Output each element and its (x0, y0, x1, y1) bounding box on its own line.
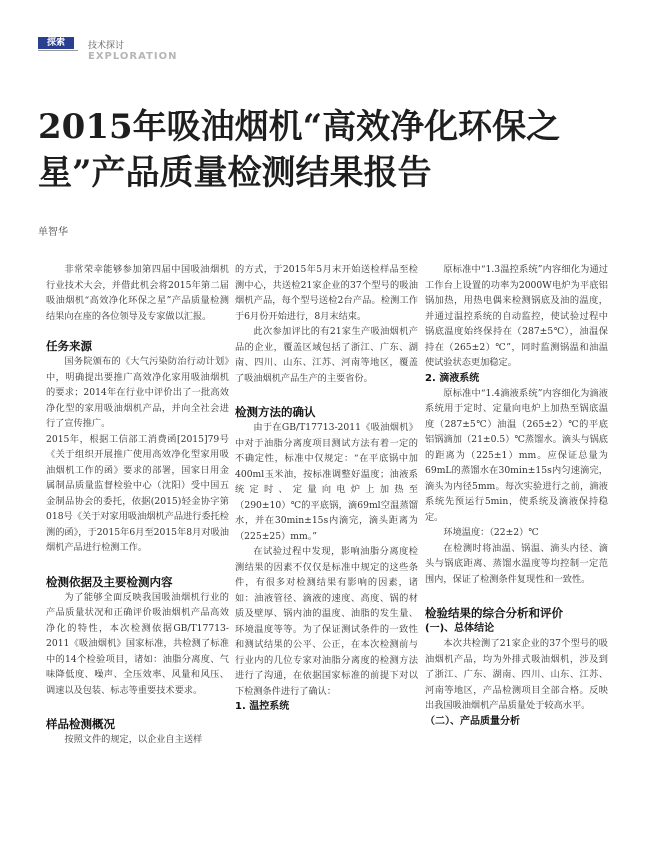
section-name: 技术探讨 (88, 41, 125, 51)
article-title: 2015年吸油烟机“高效净化环保之星”产品质量检测结果报告 (38, 107, 561, 193)
paragraph: 在试验过程中发现，影响油脂分离度检测结果的因素不仅仅是标准中规定的这些条件，有很多对检测结果有影响的因素，诸如：油液管径、滴液的速度、高度、锅的材质及壁厚、锅内油的温度、油脂的发生量、环境温度等等。为了保证测试条件的一致性和测试结果的公平、公正，在本次检测前与行业内的几位专家对油脂分离度的检测方法进行了沟通，在依据国家标准的前提下对以下检测条件进行了确认： (235, 546, 418, 697)
section-name-en: EXPLORATION (88, 51, 178, 62)
paragraph: 环境温度：（22±2）℃ (443, 527, 539, 538)
section-heading: 检验结果的综合分析和评价 (425, 606, 563, 620)
paragraph: 此次参加评比的有21家生产吸油烟机产品的企业，覆盖区域包括了浙江、广东、湖南、四川、山东、江苏、河南等地区，覆盖了吸油烟机产品生产的主要省份。 (235, 326, 418, 384)
paragraph: 非常荣幸能够参加第四届中国吸油烟机行业技术大会，并借此机会将2015年第二届吸油烟机“高效净化环保之星”产品质量检测结果向在座的各位领导及专家做以汇报。 (46, 264, 229, 322)
section-heading: 样品检测概况 (46, 717, 115, 731)
paragraph: 2015年，根据工信部工消费函[2015]79号《关于组织开展推广使用高效净化型家用吸油烟机工作的函》要求的部署，国家日用金属制品质量监督检验中心（沈阳）受中国五金制品协会的委托，依据(2015)轻金协字第018号《关于对家用吸油烟机产品进行委托检测的函》，于2015年6月至2015年8月对吸油烟机产品进行检测工作。 (46, 433, 229, 553)
column-2 (235, 262, 418, 714)
section-heading: 检测依据及主要检测内容 (46, 574, 173, 589)
paragraph: 国务院颁布的《大气污染防治行动计划》中，明确提出要推广高效净化家用吸油烟机的要求；2014年在行业中评价出了一批高效净化型的家用吸油烟机产品，并向全社会进行了宣传推广。 (46, 356, 229, 429)
paragraph: 在检测时将油温、锅温、滴头内径、滴头与锅底距离、蒸馏水温度等均控制一定范围内，保证了检测条件复现性和一致性。 (425, 542, 608, 585)
author-name: 单智华 (38, 227, 68, 238)
header-divider (38, 50, 78, 51)
paragraph: 为了能够全面反映我国吸油烟机行业的产品质量状况和正确评价吸油烟机产品高效净化的特性，本次检测依据GB/T17713-2011《吸油烟机》国家标准，共检测了标准中的14个检验项目，诸如：油脂分离度、气味降低度、噪声、全压效率、风量和风压、调速以及包装、标志等重要技术要求。 (46, 591, 229, 696)
paragraph: 按照文件的规定，以企业自主送样 (64, 734, 203, 745)
column-3 (425, 262, 608, 729)
column-1 (46, 262, 229, 748)
section-heading: 检测方法的确认 (235, 405, 316, 419)
subsection-heading: 2. 滴液系统 (425, 372, 480, 384)
subsection-heading: (一)、总体结论 (425, 623, 495, 634)
subsection-heading: （二）、产品质量分析 (425, 715, 520, 727)
section-heading: 任务来源 (46, 339, 92, 353)
section-tag: 探索 (38, 37, 74, 49)
subsection-heading: 1. 温控系统 (235, 701, 290, 712)
paragraph: 由于在GB/T17713-2011《吸油烟机》中对于油脂分离度项目测试方法有着一定的不确定性，标准中仅规定：“在平底锅中加400ml玉米油，按标准调整好温度；油液系统定时、定量向电炉上加热至（290±10）℃的平底锅，滴69ml空温蒸馏水，并在30min±15s内滴完，滴头距离为（225±25）mm。” (235, 422, 418, 542)
paragraph: 原标准中“1.3温控系统”内容细化为通过工作台上设置的功率为2000W电炉为平底铝锅加热，用热电偶来检测锅底及油的温度，并通过温控系统的自动监控，使试验过程中锅底温度始终保持在（287±5℃），油温保持在（265±2）℃”，同时监测锅温和油温使试验状态更加稳定。 (425, 264, 608, 368)
paragraph: 本次共检测了21家企业的37个型号的吸油烟机产品，均为外排式吸油烟机，涉及到了浙江、广东、湖南、四川、山东、江苏、河南等地区，产品检测项目全部合格。反映出我国吸油烟机产品质量处于较高水平。 (425, 638, 608, 711)
paragraph: 原标准中“1.4滴液系统”内容细化为滴液系统用于定时、定量向电炉上加热至锅底温度（287±5℃）油温（265±2）℃的平底铝锅滴加（21±0.5）℃蒸馏水。滴头与锅底的距离为（225±1）mm。应保证总量为69mL的蒸馏水在30min±15s内匀速滴完，滴头为内径5mm。每次实验进行之前，滴液系统先预运行5min，使系统及滴液保持稳定。 (425, 387, 608, 523)
paragraph: 的方式，于2015年5月末开始送检样品至检测中心，共送检21家企业的37个型号的吸油烟机产品，每个型号送检2台产品。检测工作于6月份开始进行，8月末结束。 (235, 264, 418, 322)
